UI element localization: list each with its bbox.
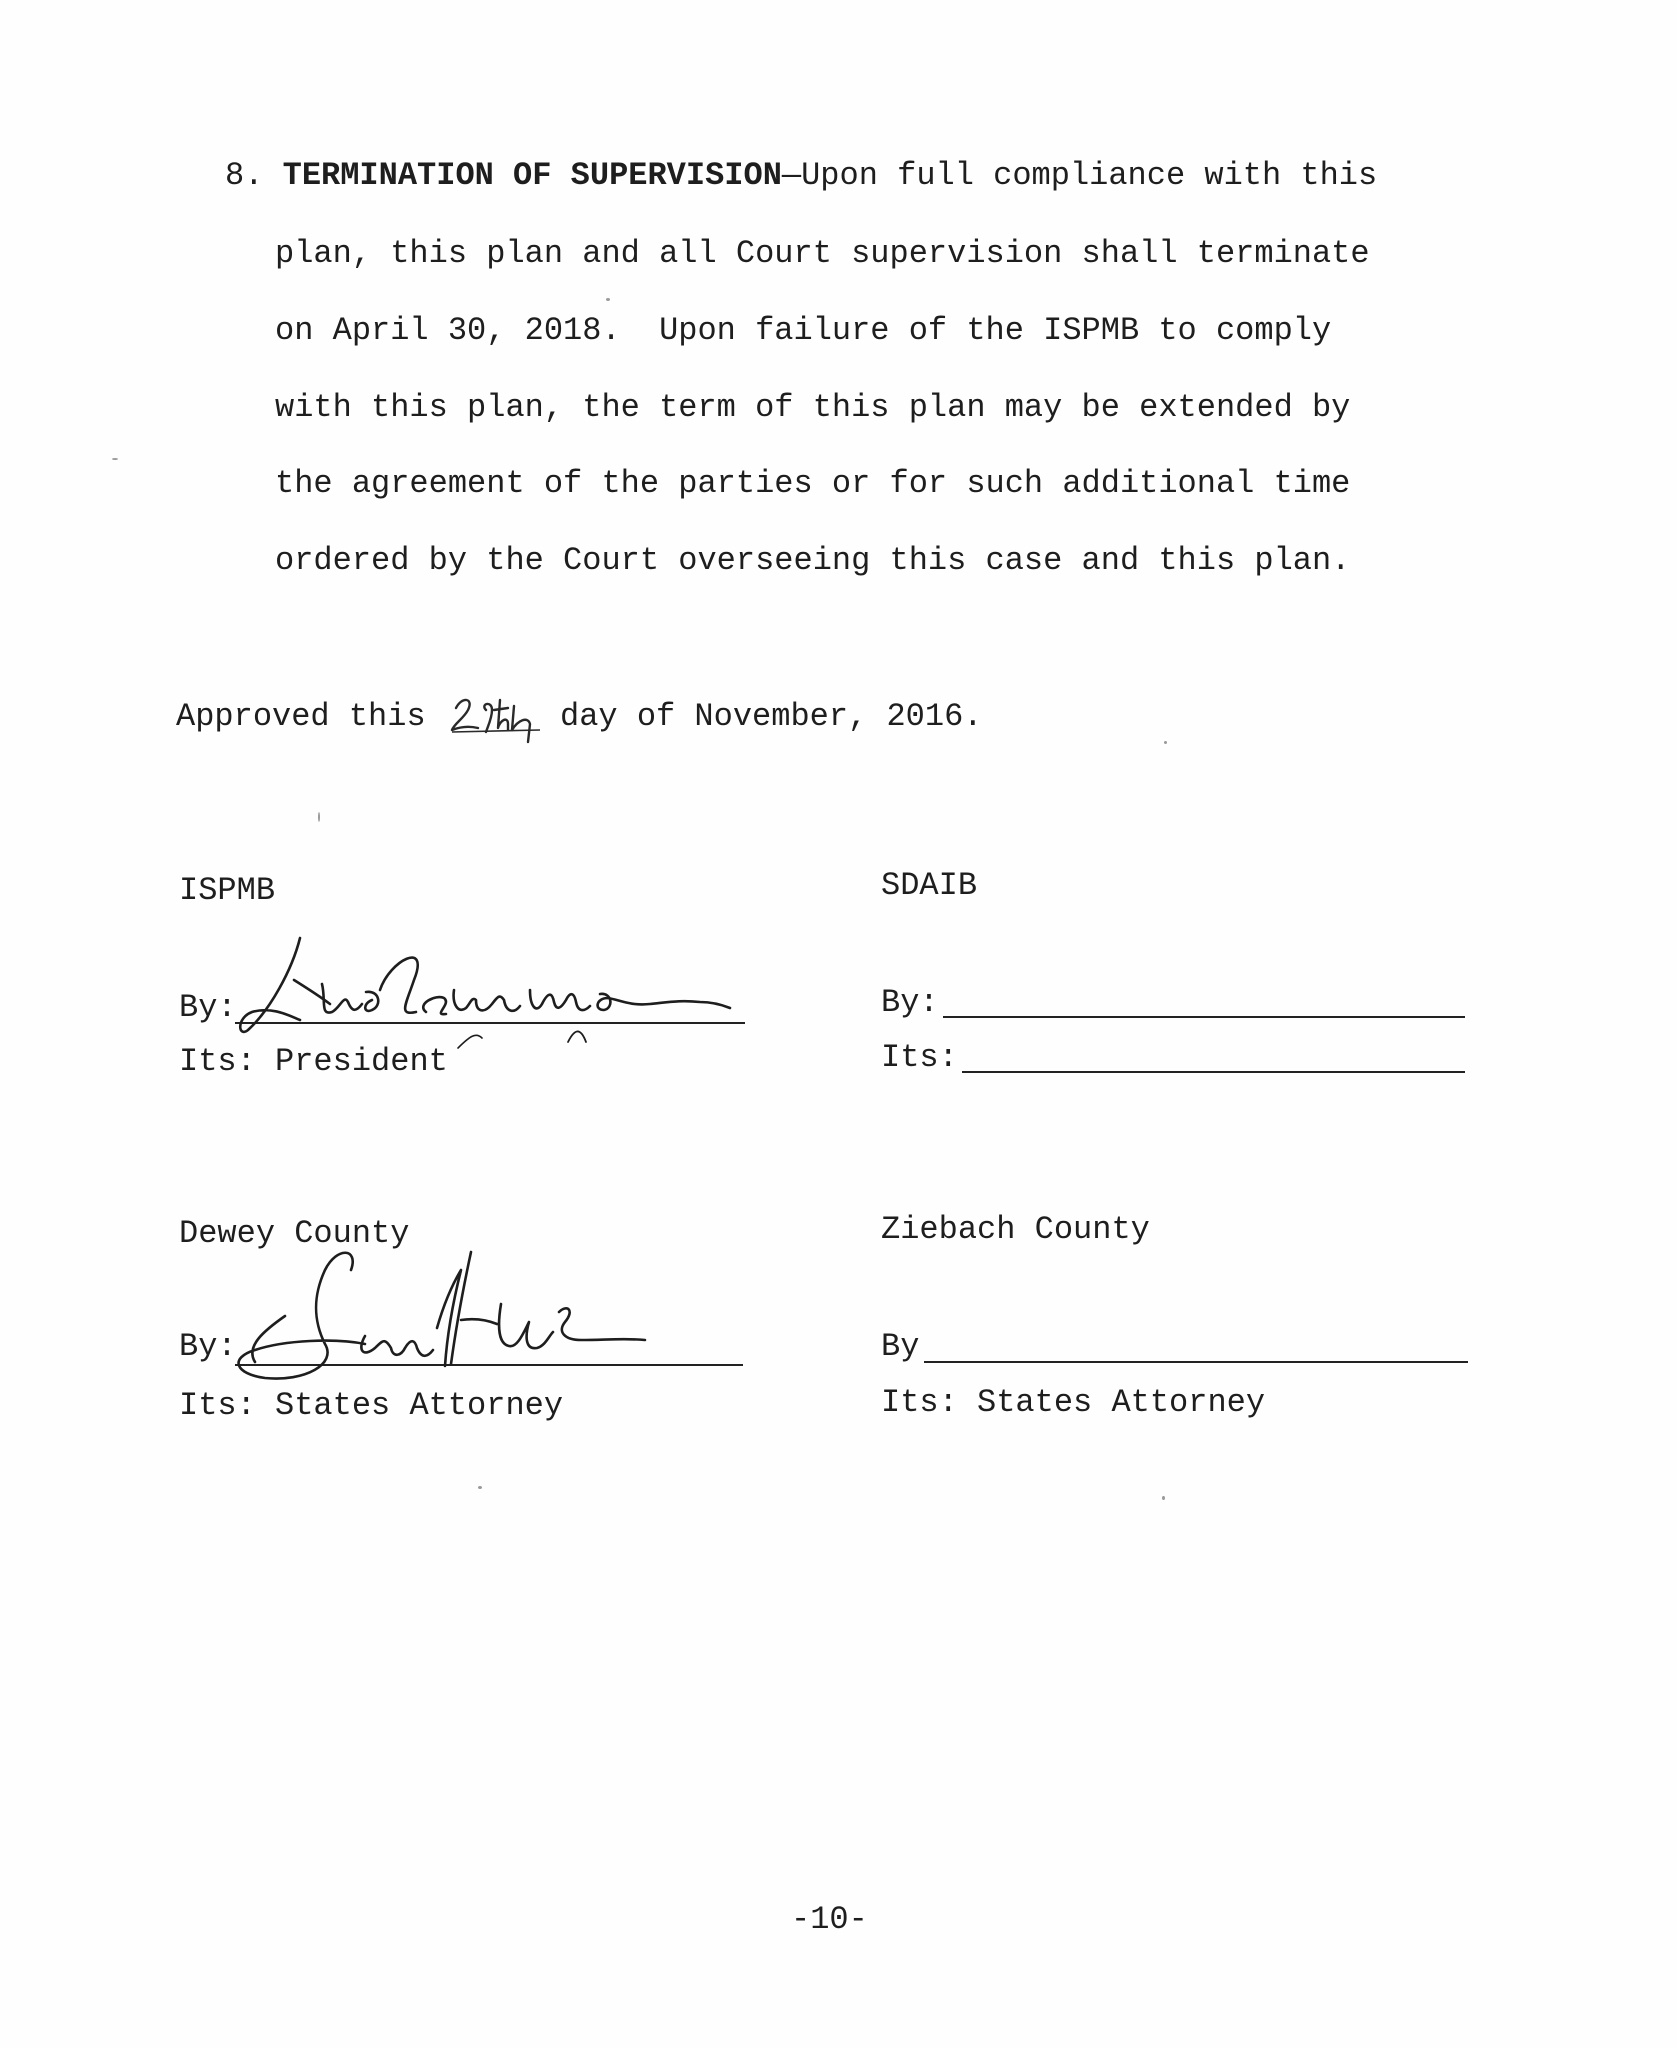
- ispmb-party: ISPMB: [179, 872, 276, 909]
- ziebach-party: Ziebach County: [881, 1211, 1150, 1248]
- dewey-its-label: Its: States Attorney: [179, 1387, 564, 1424]
- section-line-5: the agreement of the parties or for such additional time: [275, 465, 1351, 502]
- dewey-signature: [225, 1240, 745, 1390]
- approval-suffix: day of November, 2016.: [560, 698, 983, 735]
- section-line-1-text: —Upon full compliance with this: [781, 157, 1378, 194]
- section-number: 8.: [225, 157, 264, 194]
- sdaib-party: SDAIB: [881, 867, 978, 904]
- sdaib-its-label: Its:: [881, 1039, 958, 1076]
- scan-speck: [1162, 1496, 1165, 1500]
- approval-prefix: Approved this: [176, 698, 426, 735]
- scan-speck: [318, 812, 320, 822]
- sdaib-by-line: [943, 1016, 1465, 1018]
- dewey-by-label: By:: [179, 1328, 237, 1365]
- section-line-2: plan, this plan and all Court supervision shall terminate: [275, 235, 1370, 272]
- dewey-party: Dewey County: [179, 1215, 410, 1252]
- scan-speck: [606, 298, 610, 301]
- handwritten-day: [448, 686, 548, 746]
- ziebach-by-line: [924, 1361, 1468, 1363]
- section-line-4: with this plan, the term of this plan may be extended by: [275, 389, 1351, 426]
- scan-speck: [112, 458, 118, 460]
- scan-speck: [1164, 741, 1167, 744]
- ziebach-its-label: Its: States Attorney: [881, 1384, 1266, 1421]
- ziebach-by-label: By: [881, 1328, 920, 1365]
- page-number: -10-: [791, 1901, 868, 1938]
- section-heading: TERMINATION OF SUPERVISION: [282, 157, 782, 194]
- scan-speck: [478, 1486, 482, 1489]
- section-line-6: ordered by the Court overseeing this case and this plan.: [275, 542, 1351, 579]
- section-line-3: on April 30, 2018. Upon failure of the ISPMB to comply: [275, 312, 1332, 349]
- sdaib-its-line: [962, 1071, 1465, 1073]
- sdaib-by-label: By:: [881, 984, 939, 1021]
- section-line-1: [225, 156, 1377, 196]
- ispmb-by-label: By:: [179, 989, 237, 1026]
- ispmb-its-label: Its: President: [179, 1043, 448, 1080]
